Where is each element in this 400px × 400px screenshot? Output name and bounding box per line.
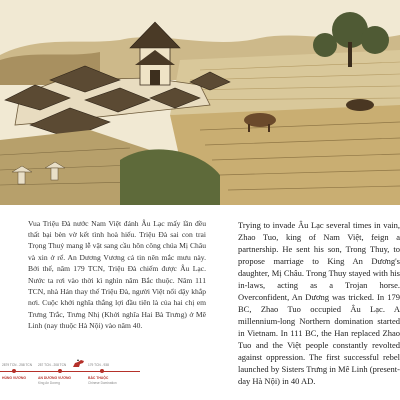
timeline-date-1: 2879 TCN - 258 TCN [2, 363, 32, 367]
timeline-dot-2 [58, 369, 62, 373]
timeline-dot-3 [100, 369, 104, 373]
timeline-dot-1 [12, 369, 16, 373]
timeline-era-2-sub: King An Dương [38, 381, 60, 385]
timeline-era-3-sub: Chinese Domination [88, 381, 117, 385]
timeline-date-3: 179 TCN - 938 [88, 363, 109, 367]
timeline-line [0, 371, 140, 372]
timeline-era-3: BẮC THUỘC [88, 376, 109, 380]
body-text-vietnamese: Vua Triệu Đà nước Nam Việt đánh Âu Lạc mấy lần đều thất bại bèn vờ kết tình hoà hiếu. Triệu Đà sai con trai Trọng Thuỷ mang lễ vật sang cầu hôn công chúa Mị Châu và xin ở rể. An Dương Vương cả tin nên mắc mưu này. Bởi thế, năm 179 TCN, Triệu Đà chiếm được Âu Lạc. Nước ta rơi vào thời kì nghìn năm Bắc thuộc. Năm 111 TCN, nhà Hán thay thế Triệu Đà, người Việt nổi dậy khắp nơi. Cuộc khởi nghĩa thắng lợi đầu tiên là của hai chị em Trưng Trắc, Trưng Nhị (Khởi nghĩa Hai Bà Trưng) ở Mê Linh (nay thuộc Hà Nội) vào năm 40. [28, 218, 206, 331]
body-text-english: Trying to invade Âu Lạc several times in vain, Zhao Tuo, king of Nam Việt, feign a partnership. He sent his son, Trong Thuy, to propose marriage to King An Dương's daughter, Mị Châu. Trong Thuy stayed with his in-laws, acting as a Trojan horse. Overconfident, An Dương was tricked. In 179 BC, Zhao Tuo occupied Âu Lạc. A millennium-long Northern domination started in Vietnam. In 111 BC, the Han replaced Zhao Tuo and the Việt people constantly revolted against oppression. The first successful rebel launched by Sisters Trưng in Mê Linh (present-day Hà Nội) in 40 AD. [238, 219, 400, 386]
timeline-date-2: 257 TCN - 208 TCN [38, 363, 67, 367]
timeline-era-1: HÙNG VƯƠNG [2, 376, 26, 380]
era-timeline [0, 355, 140, 400]
timeline-era-2: AN DƯƠNG VƯƠNG [38, 376, 72, 380]
horse-rider-icon [72, 358, 86, 370]
